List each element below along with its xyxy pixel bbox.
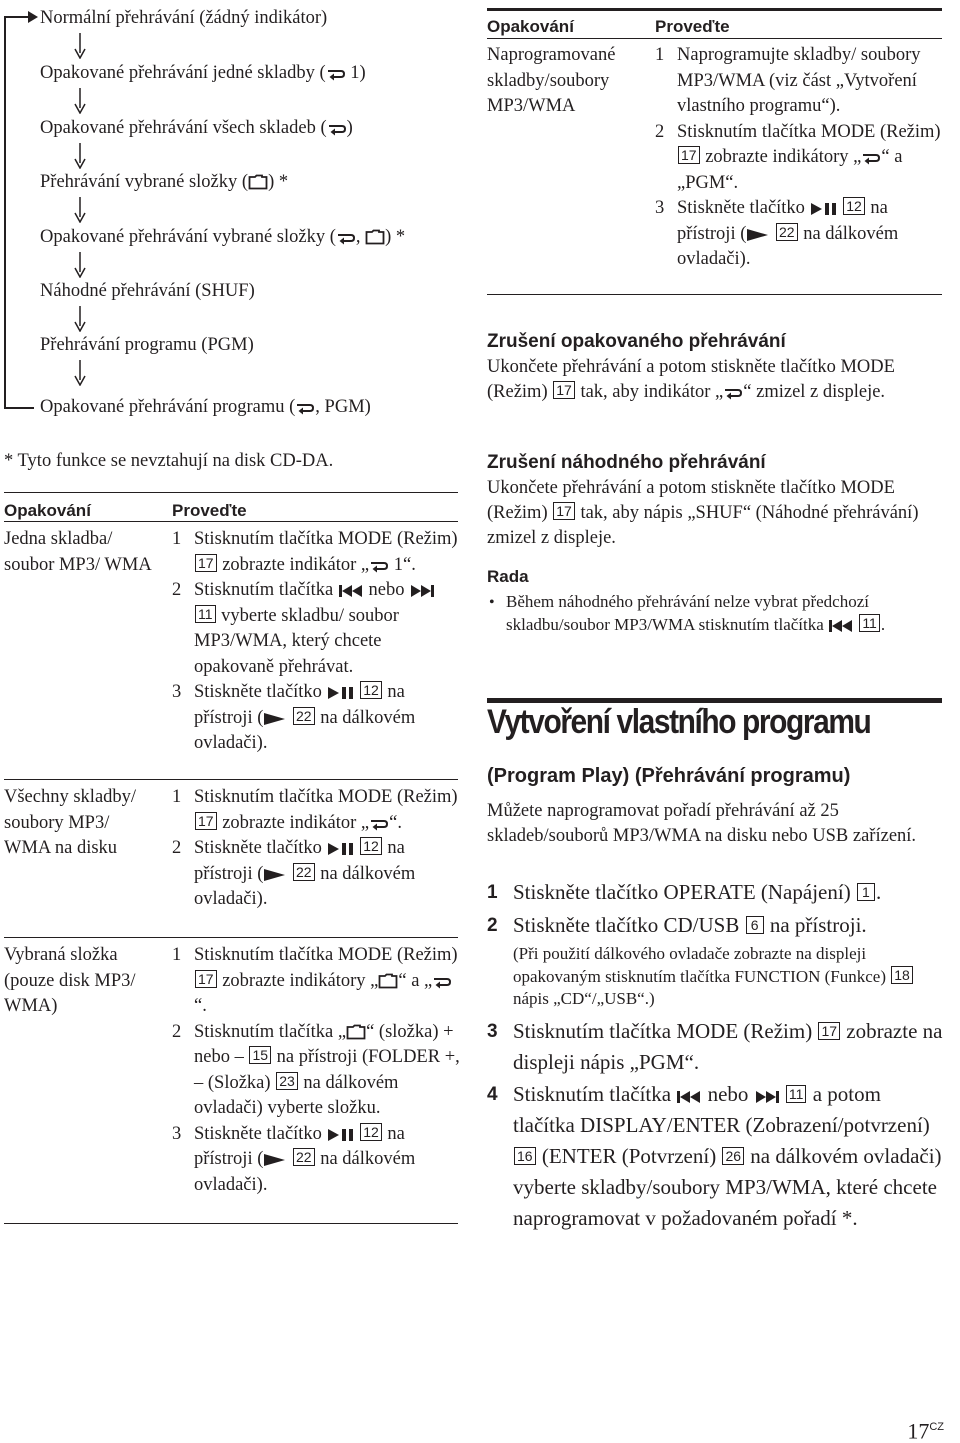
play-icon bbox=[263, 1153, 287, 1167]
tip-bullet: • bbox=[489, 594, 495, 611]
control-number-badge: 22 bbox=[293, 863, 315, 881]
down-arrow-icon bbox=[74, 88, 86, 114]
step-number: 1 bbox=[487, 882, 498, 903]
control-number-badge: 12 bbox=[843, 197, 865, 215]
instruction-step: 1 Stisknutím tlačítka MODE (Režim) 17 zobrazte indikátor „ “. bbox=[172, 787, 458, 833]
folder-icon bbox=[346, 1024, 366, 1040]
flow-step: Opakované přehrávání jedné skladby ( 1) bbox=[40, 63, 366, 83]
play-pause-icon bbox=[327, 686, 355, 700]
program-step: 2 Stiskněte tlačítko CD/USB 6 na přístroji. (Při použití dálkového ovladače zobrazte na displeji opakovaným stisknutím tlačítka FUNCTION (Funkce) 18 nápis „CD“/„USB“.) bbox=[487, 910, 947, 1011]
program-step: 3 Stisknutím tlačítka MODE (Režim) 17 zobrazte na displeji nápis „PGM“. bbox=[487, 1016, 947, 1078]
flow-footnote: * Tyto funkce se nevztahují na disk CD-DA. bbox=[4, 451, 334, 471]
instruction-step: 1 Stisknutím tlačítka MODE (Režim) 17 zobrazte indikátor „ 1“. bbox=[172, 529, 458, 575]
control-number-badge: 1 bbox=[857, 883, 875, 901]
table-bottom-rule bbox=[4, 1223, 458, 1224]
control-number-badge: 11 bbox=[195, 605, 216, 623]
control-number-badge: 23 bbox=[276, 1072, 298, 1090]
program-subtitle: (Program Play) (Přehrávání programu) bbox=[487, 765, 851, 787]
instruction-step: 2 Stiskněte tlačítko 12 na přístroji ( 22 na dálkovém ovladači). bbox=[172, 838, 416, 909]
step-number: 2 bbox=[172, 838, 182, 858]
table-row-steps bbox=[172, 943, 462, 1198]
step-number: 2 bbox=[172, 580, 182, 600]
play-pause-icon bbox=[810, 202, 838, 216]
repeat-icon bbox=[861, 151, 881, 165]
instruction-step: 1 Naprogramujte skladby/ soubory MP3/WMA (viz část „Vytvoření vlastního programu“). bbox=[655, 45, 921, 116]
tip-heading: Rada bbox=[487, 567, 529, 586]
table-row-steps bbox=[172, 527, 462, 757]
previous-icon bbox=[338, 584, 364, 598]
folder-icon bbox=[378, 973, 398, 989]
repeat-icon bbox=[723, 386, 743, 400]
play-icon bbox=[746, 228, 770, 242]
table-head-action: Proveďte bbox=[655, 17, 730, 36]
step-number: 2 bbox=[172, 1021, 182, 1042]
control-number-badge: 22 bbox=[293, 1148, 315, 1166]
control-number-badge: 18 bbox=[891, 966, 913, 984]
table-bottom-rule bbox=[487, 294, 942, 295]
step-number: 2 bbox=[487, 915, 498, 936]
folder-icon bbox=[365, 229, 385, 245]
flow-step: Přehrávání vybrané složky ( ) * bbox=[40, 172, 289, 192]
repeat-icon bbox=[295, 401, 315, 415]
cancel-repeat-heading: Zrušení opakovaného přehrávání bbox=[487, 331, 786, 352]
step-number: 2 bbox=[655, 121, 665, 142]
flow-step: Opakované přehrávání vybrané složky ( , ) * bbox=[40, 227, 406, 247]
step-number: 3 bbox=[172, 1123, 182, 1144]
control-number-badge: 17 bbox=[195, 970, 217, 988]
flow-step: Náhodné přehrávání (SHUF) bbox=[40, 281, 255, 301]
flow-loop-bottom bbox=[4, 407, 34, 409]
flow-step: Normální přehrávání (žádný indikátor) bbox=[40, 8, 328, 28]
previous-icon bbox=[828, 619, 854, 633]
control-number-badge: 16 bbox=[514, 1147, 536, 1165]
table-top-rule bbox=[4, 492, 458, 493]
control-number-badge: 12 bbox=[360, 837, 382, 855]
step-number: 3 bbox=[172, 682, 182, 702]
play-icon bbox=[263, 712, 287, 726]
control-number-badge: 12 bbox=[360, 681, 382, 699]
flow-loop-left bbox=[4, 16, 6, 408]
step-number: 3 bbox=[655, 198, 665, 218]
table-row-label: Jedna skladba/ soubor MP3/ WMA bbox=[4, 529, 152, 575]
cancel-shuffle-heading: Zrušení náhodného přehrávání bbox=[487, 452, 766, 473]
repeat-icon bbox=[326, 67, 346, 81]
repeat-icon bbox=[369, 559, 389, 573]
program-step: 1 Stiskněte tlačítko OPERATE (Napájení) 1 . bbox=[487, 877, 947, 908]
flow-loop-arrowhead-icon bbox=[28, 11, 40, 23]
down-arrow-icon bbox=[74, 33, 86, 59]
play-icon bbox=[263, 868, 287, 882]
control-number-badge: 22 bbox=[293, 707, 315, 725]
table-head-rule bbox=[4, 521, 458, 522]
instruction-step: 1 Stisknutím tlačítka MODE (Režim) 17 zobrazte indikátory „ “ a „“. bbox=[172, 945, 458, 1016]
page-number: $17^{CZ}$ bbox=[907, 1418, 944, 1443]
table-row-rule bbox=[4, 937, 458, 938]
instruction-step: 3 Stiskněte tlačítko 12 na přístroji ( 22 na dálkovém ovladači). bbox=[655, 198, 899, 269]
repeat-icon bbox=[369, 817, 389, 831]
program-step: 4 Stisknutím tlačítka nebo 11 a potom tlačítka DISPLAY/ENTER (Zobrazení/potvrzení) 16 (ENTER (Potvrzení) 26 na dálkovém ovladači) vyberte skladby/soubory MP3/WMA, které chcete naprogramovat v požadovaném pořadí *. bbox=[487, 1079, 947, 1234]
down-arrow-icon bbox=[74, 306, 86, 332]
control-number-badge: 11 bbox=[786, 1085, 807, 1103]
step-number: 1 bbox=[655, 45, 665, 65]
play-pause-icon bbox=[327, 1128, 355, 1142]
table-row-label: Vybraná složka (pouze disk MP3/ WMA) bbox=[4, 945, 136, 1016]
flow-loop-top bbox=[4, 16, 30, 18]
step-number: 1 bbox=[172, 529, 182, 549]
table-row-steps bbox=[172, 785, 462, 913]
step-note: (Při použití dálkového ovladače zobrazte na displeji opakovaným stisknutím tlačítka FUNCTION (Funkce) 18 nápis „CD“/„USB“.) bbox=[513, 943, 947, 1011]
instruction-step: 2 Stisknutím tlačítka nebo 11 vyberte skladbu/ soubor MP3/WMA, který chcete opakovaně přehrávat. bbox=[172, 578, 462, 680]
program-intro: Můžete naprogramovat pořadí přehrávání až 25 skladeb/souborů MP3/WMA na disku nebo USB zařízení. bbox=[487, 801, 917, 846]
table-row-steps bbox=[655, 43, 945, 273]
control-number-badge: 15 bbox=[249, 1046, 271, 1064]
control-number-badge: 11 bbox=[859, 614, 880, 632]
table-row-label: Naprogramované skladby/soubory MP3/WMA bbox=[487, 45, 616, 116]
table-row-label: Všechny skladby/ soubory MP3/ WMA na disku bbox=[4, 787, 137, 858]
control-number-badge: 17 bbox=[195, 554, 217, 572]
program-title: Vytvoření vlastního programu bbox=[487, 703, 871, 741]
table-head-action: Proveďte bbox=[172, 501, 247, 520]
control-number-badge: 17 bbox=[678, 146, 700, 164]
flow-step: Opakované přehrávání programu ( , PGM) bbox=[40, 397, 371, 417]
tip-text: Během náhodného přehrávání nelze vybrat předchozí skladbu/soubor MP3/WMA stisknutím tlačítka 11 . bbox=[506, 592, 886, 634]
play-pause-icon bbox=[327, 842, 355, 856]
down-arrow-icon bbox=[74, 143, 86, 169]
instruction-step: 3 Stiskněte tlačítko 12 na přístroji ( 22 na dálkovém ovladači). bbox=[172, 1123, 416, 1195]
table-top-rule bbox=[487, 8, 942, 11]
previous-icon bbox=[676, 1090, 702, 1104]
control-number-badge: 12 bbox=[360, 1123, 382, 1141]
step-number: 4 bbox=[487, 1084, 498, 1105]
instruction-step: 2 Stisknutím tlačítka MODE (Režim) 17 zobrazte indikátory „ “ a „PGM“. bbox=[655, 121, 941, 193]
down-arrow-icon bbox=[74, 197, 86, 223]
cancel-repeat-text: Ukončete přehrávání a potom stiskněte tlačítko MODE (Režim) 17 tak, aby indikátor „ “ zmizel z displeje. bbox=[487, 357, 895, 402]
flow-step: Přehrávání programu (PGM) bbox=[40, 335, 254, 355]
down-arrow-icon bbox=[74, 360, 86, 386]
table-head-repeat: Opakování bbox=[487, 17, 574, 36]
table-row-rule bbox=[4, 779, 458, 780]
control-number-badge: 17 bbox=[195, 812, 217, 830]
repeat-icon bbox=[327, 122, 347, 136]
step-number: 1 bbox=[172, 787, 182, 807]
control-number-badge: 17 bbox=[553, 502, 575, 520]
control-number-badge: 26 bbox=[722, 1147, 744, 1165]
next-icon bbox=[754, 1090, 780, 1104]
step-number: 3 bbox=[487, 1021, 498, 1042]
instruction-step: 2 Stisknutím tlačítka „ “ (složka) + nebo – 15 na přístroji (FOLDER +, – (Složka) 23 na dálkovém ovladači) vyberte složku. bbox=[172, 1021, 460, 1118]
step-number: 1 bbox=[172, 945, 182, 965]
cancel-shuffle-text: Ukončete přehrávání a potom stiskněte tlačítko MODE (Režim) 17 tak, aby nápis „SHUF“ (Náhodné přehrávání) zmizel z displeje. bbox=[487, 478, 919, 548]
folder-icon bbox=[248, 174, 268, 190]
table-head-repeat: Opakování bbox=[4, 501, 91, 520]
control-number-badge: 6 bbox=[746, 916, 764, 934]
repeat-icon bbox=[336, 231, 356, 245]
control-number-badge: 22 bbox=[776, 223, 798, 241]
repeat-icon bbox=[432, 975, 452, 989]
next-icon bbox=[409, 584, 435, 598]
table-head-rule bbox=[487, 38, 942, 39]
down-arrow-icon bbox=[74, 252, 86, 278]
control-number-badge: 17 bbox=[818, 1022, 840, 1040]
control-number-badge: 17 bbox=[553, 381, 575, 399]
flow-step: Opakované přehrávání všech skladeb ( ) bbox=[40, 118, 353, 138]
instruction-step: 3 Stiskněte tlačítko 12 na přístroji ( 22 na dálkovém ovladači). bbox=[172, 682, 416, 753]
